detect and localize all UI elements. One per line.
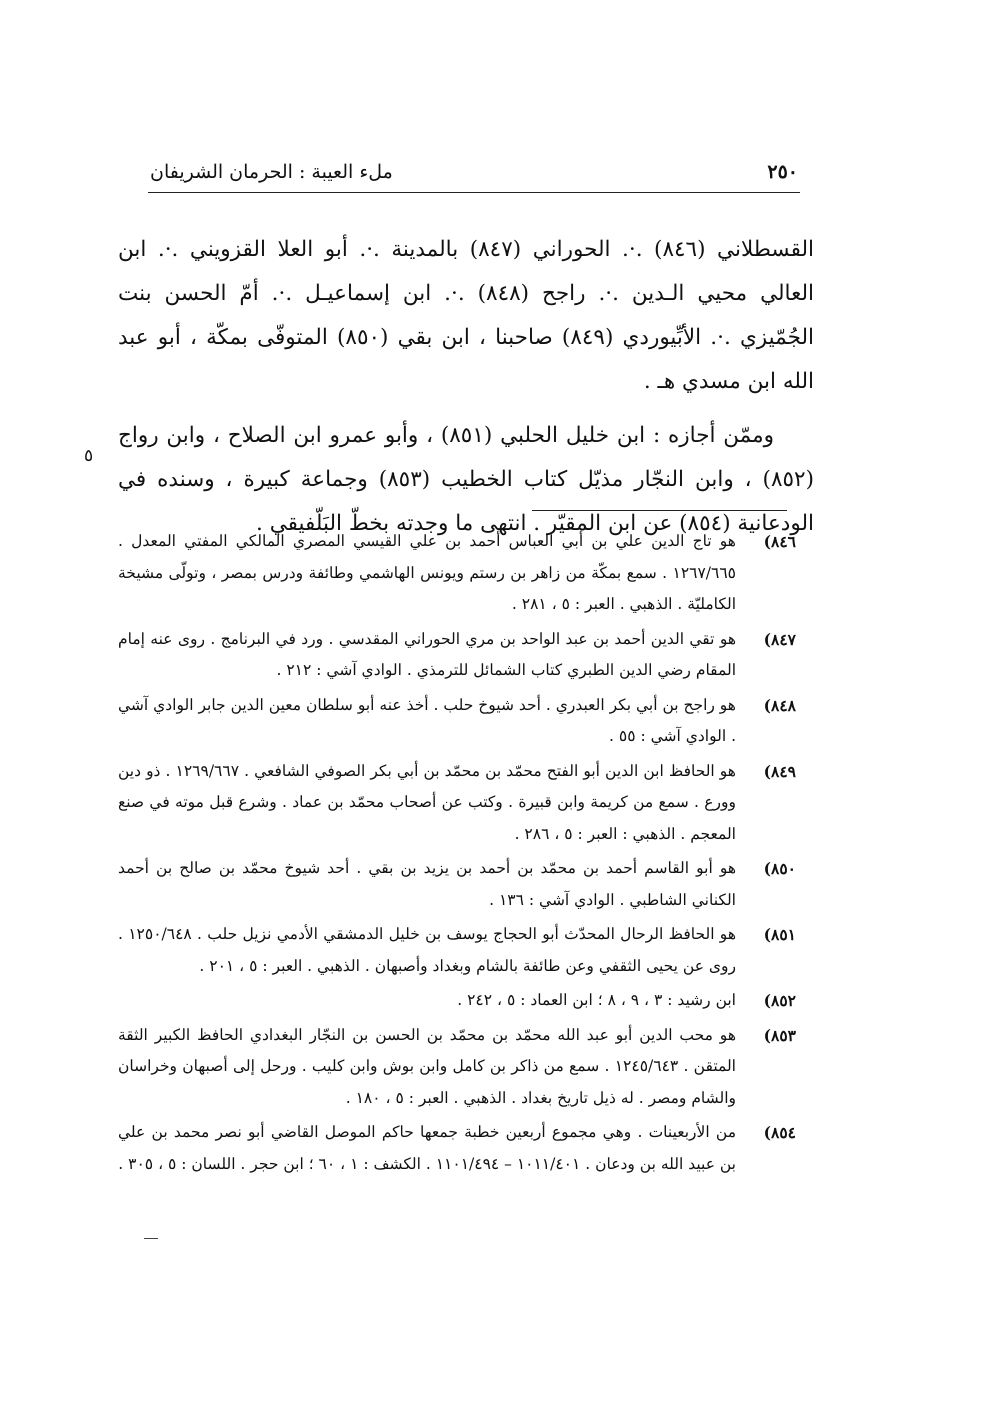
main-paragraph: وممّن أجازه : ابن خليل الحلبي (٨٥١) ، وأبو عمرو ابن الصلاح ، وابن رواج (٨٥٢) ، وابن النجّار مذيّل كتاب الخطيب (٨٥٣) وجماعة كبيرة ، وسنده في الودعانية (٨٥٤) عن ابن المقيّر . انتهى ما وجدته بخطّ البَلّفيقي . (118, 423, 814, 536)
footnote-number: ٨٥٤) (763, 1123, 796, 1142)
footnote-text: هو الحافظ الرحال المحدّث أبو الحجاج يوسف بن خليل الدمشقي الأدمي نزيل حلب . ١٢٥٠/٦٤٨ . روى عن يحيى الثقفي وعن طائفة بالشام وبغداد وأصبهان . الذهبي . العبر : ٥ ، ٢٠١ . (118, 925, 736, 975)
footnote (118, 1020, 796, 1115)
footnote-number: ٨٤٦) (763, 532, 796, 551)
footnote (118, 624, 796, 687)
main-text (118, 228, 814, 546)
footnote-separator (532, 510, 787, 511)
footnote (118, 526, 796, 621)
footnote-text: هو تاج الدين علي بن أبي العباس أحمد بن علي القيسي المصري المالكي المفتي المعدل . ١٢٦٧/٦٦٥ . سمع بمكّة من زاهر بن رستم ويونس الهاشمي وطائفة ودرس بمصر ، وتولّى مشيخة الكامليّة . الذهبي . العبر : ٥ ، ٢٨١ . (118, 532, 736, 613)
footnote-number: ٨٤٧) (763, 629, 796, 649)
footnote (118, 919, 796, 982)
footnote-number: ٨٤٨) (763, 695, 796, 715)
line-number-marker: ٥ (84, 446, 94, 466)
footnote-number: ٨٥٠) (763, 859, 796, 878)
footnotes (118, 526, 796, 1183)
footnote (118, 853, 796, 916)
footnote-text: هو راجح بن أبي بكر العبدري . أحد شيوخ حلب . أخذ عنه أبو سلطان معين الدين جابر الوادي آشي . الوادي آشي : ٥٥ . (118, 695, 736, 745)
footnote (118, 690, 796, 753)
footnote-number: ٨٥٢) (763, 991, 796, 1010)
page-header (148, 158, 800, 193)
footnote-number: ٨٤٩) (763, 761, 796, 781)
footnote-text: هو أبو القاسم أحمد بن محمّد بن أحمد بن يزيد بن بقي . أحد شيوخ محمّد بن صالح بن أحمد الكناني الشاطبي . الوادي آشي : ١٣٦ . (118, 859, 736, 909)
footnote-text: ابن رشيد : ٣ ، ٩ ، ٨ ؛ ابن العماد : ٥ ، ٢٤٢ . (457, 991, 736, 1009)
footnote-text: هو تقي الدين أحمد بن عبد الواحد بن مري الحوراني المقدسي . ورد في البرنامج . روى عنه إمام المقام رضي الدين الطبري كتاب الشمائل للترمذي . الوادي آشي : ٢١٢ . (118, 629, 736, 679)
footnote-number: ٨٥١) (763, 925, 796, 944)
footnote-text: هو الحافظ ابن الدين أبو الفتح محمّد بن محمّد بن أبي بكر الصوفي الشافعي . ١٢٦٩/٦٦٧ . ذو دين وورع . سمع من كريمة وابن قبيرة . وكتب عن أصحاب محمّد بن عماد . وشرع قبل موته في صنع المعجم . الذهبي : العبر : ٥ ، ٢٨٦ . (118, 761, 736, 843)
footnote (118, 1117, 796, 1180)
footnote-text: هو محب الدين أبو عبد الله محمّد بن محمّد بن الحسن بن النجّار البغدادي الحافظ الكبير الثقة المتقن . ١٢٤٥/٦٤٣ . سمع من ذاكر بن كامل وابن بوش وابن كليب . ورحل إلى أصبهان وخراسان والشام ومصر . له ذيل تاريخ بغداد . الذهبي . العبر : ٥ ، ١٨٠ . (118, 1025, 736, 1107)
main-paragraph: القسطلاني (٨٤٦) .·. الحوراني (٨٤٧) بالمدينة .·. أبو العلا القزويني .·. ابن العالي محيي الـدين .·. راجح (٨٤٨) .·. ابن إسماعيـل .·. أمّ الحسن بنت الجُمّيزي .·. الأبِّيوردي (٨٤٩) صاحبنا ، ابن بقي (٨٥٠) المتوفّى بمكّة ، أبو عبد الله ابن مسدي هـ . (118, 237, 814, 394)
footnote-number: ٨٥٣) (763, 1025, 796, 1045)
page-end-mark (144, 1238, 158, 1239)
footnote (118, 756, 796, 851)
footnote-text: من الأربعينات . وهي مجموع أربعين خطبة جمعها حاكم الموصل القاضي أبو نصر محمد بن علي بن عبيد الله بن ودعان . ١٠١١/٤٠١ – ١١٠١/٤٩٤ . الكشف : ١ ، ٦٠ ؛ ابن حجر . اللسان : ٥ ، ٣٠٥ . (118, 1123, 736, 1173)
running-title: ملء العيبة : الحرمان الشريفان (150, 161, 393, 183)
page-number: ٢٥٠ (767, 161, 798, 183)
footnote (118, 985, 796, 1017)
